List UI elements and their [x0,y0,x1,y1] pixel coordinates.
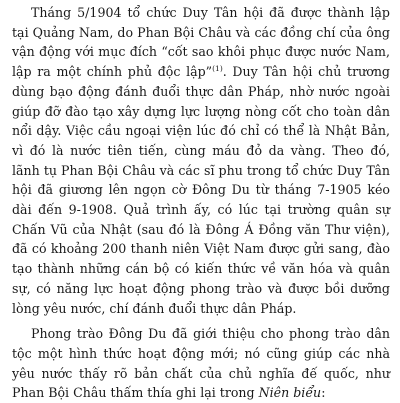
paragraph-dong-du [12,324,390,403]
document-page [12,3,390,403]
paragraph-1-text-continued: . Duy Tân hội chủ trương dùng bạo động đánh đuổi thực dân Pháp, nhờ nước ngoài giúp đỡ đào tạo xây dựng lực lượng nòng cốt cho toàn dân nổi dậy. Việc cầu ngoại viện lúc đó chỉ có thể là Nhật Bản, vì đó là nước tiên tiến, cùng máu đỏ da vàng. Theo đó, lãnh tụ Phan Bội Châu và các sĩ phu trong tổ chức Duy Tân hội đã giương lên ngọn cờ Đông Du từ tháng 7-1905 kéo dài đến 9-1908. Quả trình ấy, có lúc tại trường quân sự Chấn Vũ của Nhật (sau đó là Đông Á Đồng văn Thư viện), đã có khoảng 200 thanh niên Việt Nam được gửi sang, đào tạo thành những cán bộ có kiến thức về văn hóa và quân sự, có năng lực hoạt động phong trào và được bồi dưỡng lòng yêu nước, chí đánh đuổi thực dân Pháp. [12,64,390,316]
paragraph-duy-tan-hoi [12,3,390,318]
book-title: Niên biểu [258,385,322,401]
paragraph-2-text: Phong trào Đông Du đã giới thiệu cho phong trào dân tộc một hình thức hoạt động mới; nó cũng giúp các nhà yêu nước thấy rõ bản chất của chủ nghĩa đế quốc, như Phan Bội Châu thấm thía ghi lại trong [12,326,390,401]
paragraph-2-ending: : [321,385,326,401]
paragraph-1-text: Tháng 5/1904 tổ chức Duy Tân hội đã được thành lập tại Quảng Nam, do Phan Bội Châu và các đồng chí của ông vận động với mục đích “cốt sao khôi phục được nước Nam, lập ra một chính phủ độc lập” [12,5,390,80]
footnote-marker: (1) [212,63,223,73]
